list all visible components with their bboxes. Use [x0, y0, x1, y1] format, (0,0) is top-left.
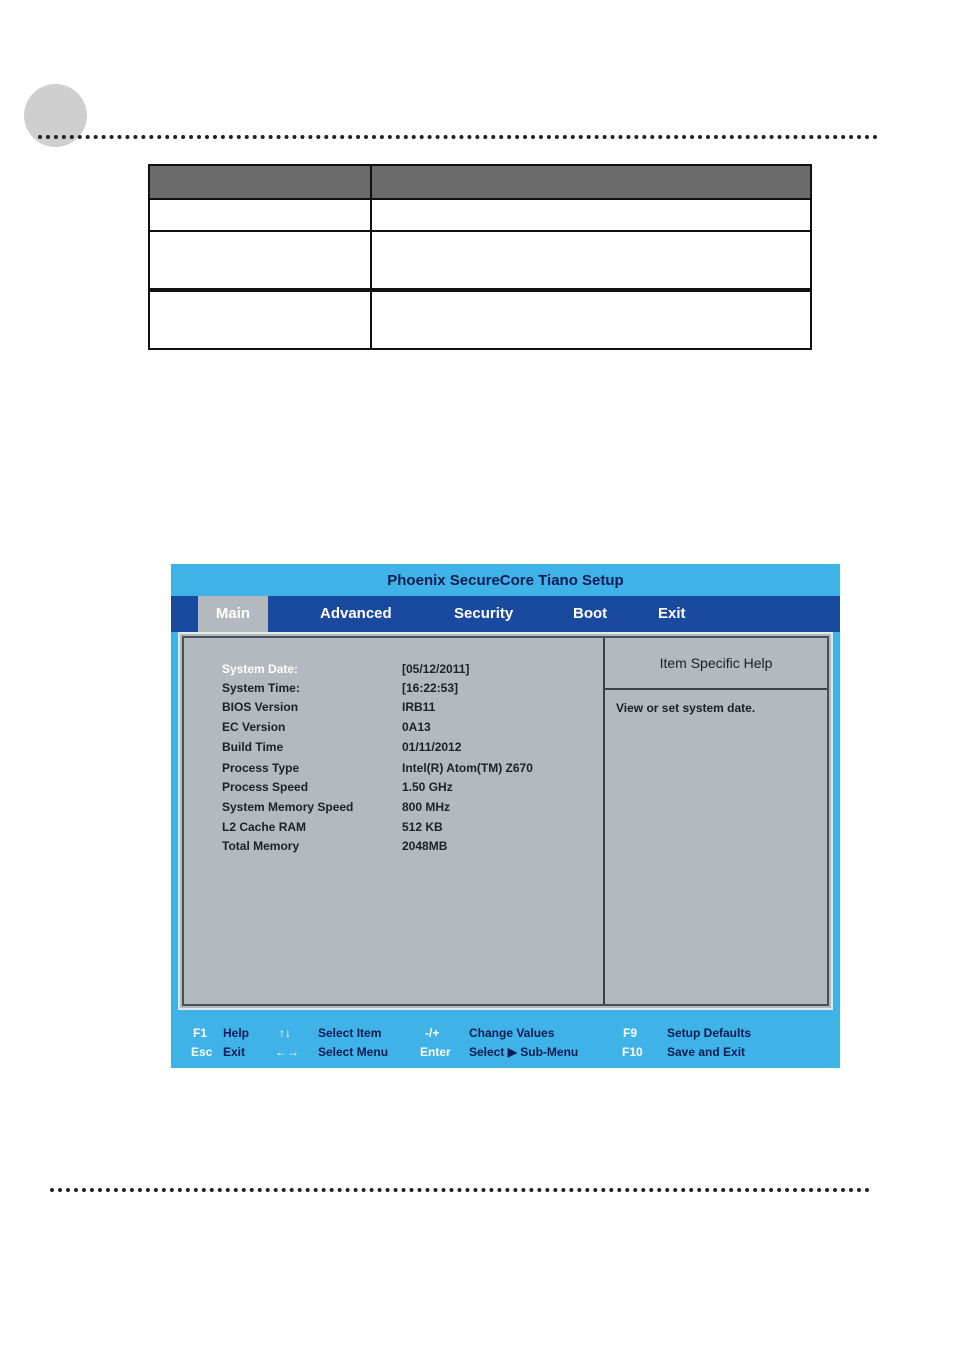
- bios-setup-screen: [171, 564, 840, 1068]
- help-text: View or set system date.: [616, 701, 756, 715]
- row-label: L2 Cache RAM: [222, 820, 307, 834]
- key-f9: F9: [623, 1026, 638, 1040]
- row-label: System Memory Speed: [222, 800, 354, 814]
- bios-footer-keys: [171, 1016, 840, 1068]
- tab-advanced[interactable]: Advanced: [320, 605, 392, 622]
- row-value: 0A13: [402, 720, 431, 734]
- table-header-cell: [149, 165, 371, 199]
- row-value: IRB11: [402, 700, 436, 714]
- tab-main[interactable]: Main: [198, 596, 268, 632]
- row-label: Process Type: [222, 761, 300, 775]
- bottom-dotted-rule: [50, 1188, 870, 1192]
- row-value: Intel(R) Atom(TM) Z670: [402, 761, 533, 775]
- table-cell: [371, 290, 811, 349]
- key-leftright-action: Select Menu: [318, 1045, 389, 1059]
- document-table: [148, 164, 812, 350]
- row-label: Process Speed: [222, 780, 309, 794]
- row-value: [16:22:53]: [402, 681, 459, 695]
- row-label: System Time:: [222, 681, 300, 695]
- key-enter: Enter: [420, 1045, 451, 1059]
- table-row: [149, 231, 811, 290]
- bios-main-panel: [178, 632, 833, 1010]
- key-leftright: ←→: [275, 1045, 299, 1059]
- table-cell: [149, 290, 371, 349]
- row-label: EC Version: [222, 720, 286, 734]
- key-plusminus-action: Change Values: [469, 1026, 555, 1040]
- key-f1: F1: [193, 1026, 208, 1040]
- table-row: [149, 290, 811, 349]
- table-cell: [149, 231, 371, 290]
- key-updown-action: Select Item: [318, 1026, 382, 1040]
- row-label: Total Memory: [222, 839, 300, 853]
- tab-exit[interactable]: Exit: [658, 605, 686, 622]
- help-title: Item Specific Help: [605, 638, 827, 690]
- table-cell: [149, 199, 371, 231]
- row-label: Build Time: [222, 740, 284, 754]
- top-dotted-rule: [38, 135, 878, 139]
- table-row: [149, 199, 811, 231]
- tab-boot[interactable]: Boot: [573, 605, 608, 622]
- key-f9-action: Setup Defaults: [667, 1026, 752, 1040]
- tab-security[interactable]: Security: [454, 605, 514, 622]
- key-f1-action: Help: [223, 1026, 250, 1040]
- panel-divider: [603, 638, 605, 1004]
- table-header-row: [149, 165, 811, 199]
- key-updown: ↑↓: [279, 1026, 291, 1040]
- row-value: 01/11/2012: [402, 740, 462, 754]
- bios-title: Phoenix SecureCore Tiano Setup: [387, 572, 624, 589]
- key-esc: Esc: [191, 1045, 213, 1059]
- row-value: 2048MB: [402, 839, 448, 853]
- key-esc-action: Exit: [223, 1045, 246, 1059]
- row-value: 1.50 GHz: [402, 780, 453, 794]
- row-value: 512 KB: [402, 820, 443, 834]
- row-label: BIOS Version: [222, 700, 299, 714]
- key-enter-action: Select ▶ Sub-Menu: [469, 1045, 579, 1059]
- table-header-cell: [371, 165, 811, 199]
- bios-panel-inner: [182, 636, 829, 1006]
- key-f10-action: Save and Exit: [667, 1045, 746, 1059]
- table-cell: [371, 199, 811, 231]
- key-plusminus: -/+: [425, 1026, 440, 1040]
- row-value: [05/12/2011]: [402, 662, 470, 676]
- row-label: System Date:: [222, 662, 299, 676]
- row-value: 800 MHz: [402, 800, 451, 814]
- key-f10: F10: [622, 1045, 643, 1059]
- table-cell: [371, 231, 811, 290]
- bios-menu-bar: [171, 596, 840, 632]
